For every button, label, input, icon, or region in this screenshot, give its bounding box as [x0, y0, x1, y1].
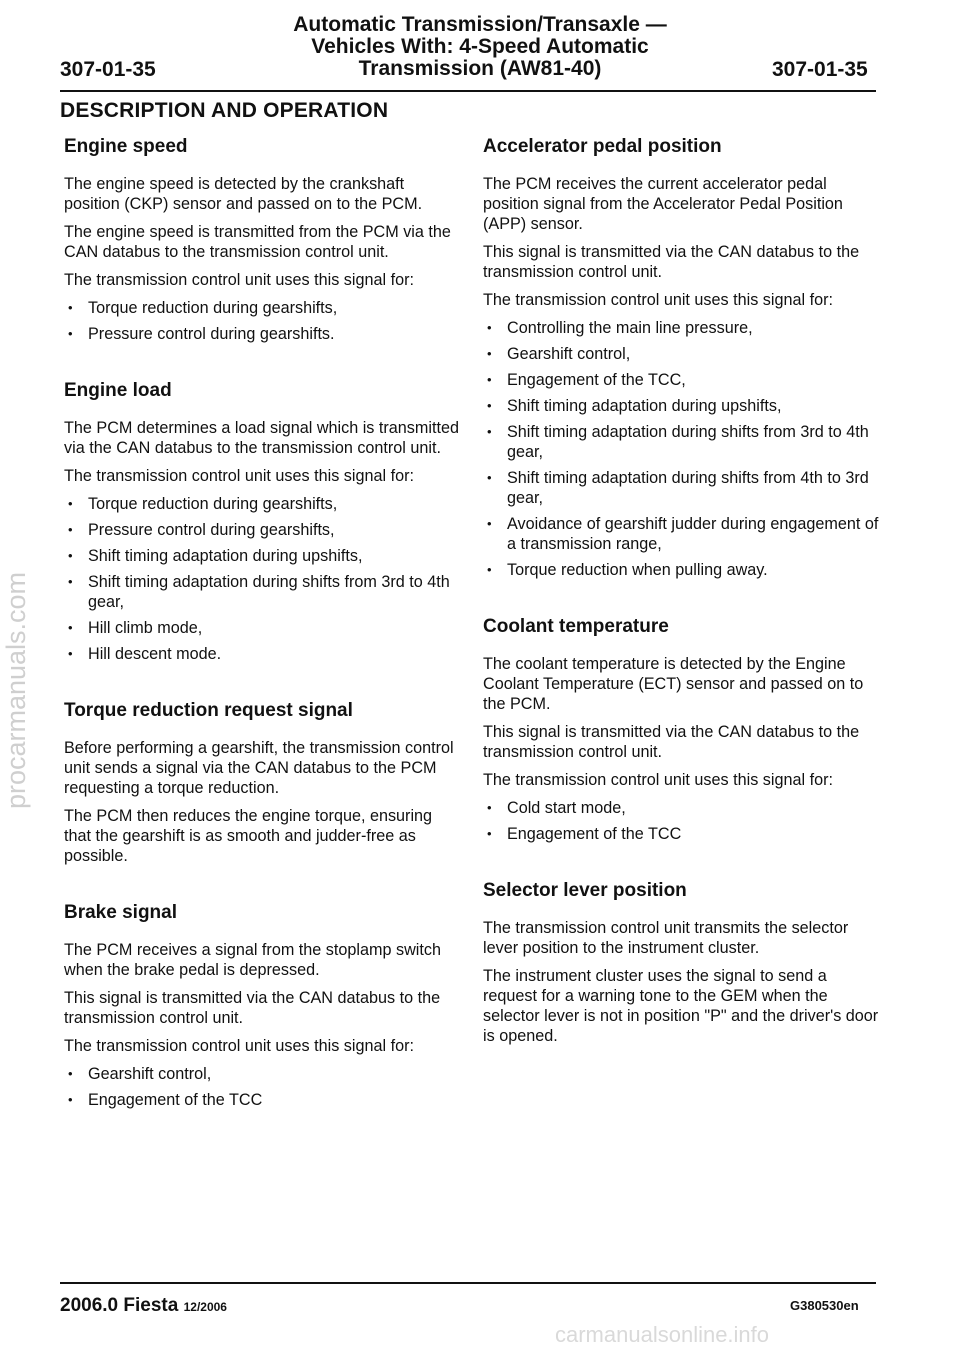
footer-model: 2006.0 Fiesta [60, 1295, 179, 1316]
paragraph: The transmission control unit uses this signal for: [483, 771, 833, 789]
section-selector-lever-position [483, 878, 879, 1046]
list-item: • Torque reduction during gearshifts, [64, 494, 460, 514]
section-torque-reduction-request-signal [64, 698, 460, 866]
list-item: • Gearshift control, [64, 1064, 460, 1084]
paragraph: The engine speed is transmitted from the PCM via the CAN databus to the transmission control unit. [64, 223, 451, 261]
document-header-title [200, 14, 760, 80]
bullet-list [64, 494, 460, 664]
page-code-right: 307-01-35 [772, 58, 868, 81]
paragraph: The transmission control unit uses this signal for: [64, 1037, 414, 1055]
header-title-line-2: Vehicles With: 4-Speed Automatic [311, 35, 649, 58]
footer-model-info [60, 1295, 227, 1317]
paragraph: This signal is transmitted via the CAN databus to the transmission control unit. [483, 243, 860, 281]
list-item: • Shift timing adaptation during shifts from 4th to 3rd gear, [483, 468, 879, 508]
bullet-list [64, 1064, 460, 1110]
list-item: • Controlling the main line pressure, [483, 318, 879, 338]
paragraph: The PCM receives the current accelerator pedal position signal from the Accelerator Pedal Position (APP) sensor. [483, 175, 843, 233]
paragraph: This signal is transmitted via the CAN databus to the transmission control unit. [64, 989, 441, 1027]
paragraph: The transmission control unit uses this signal for: [483, 291, 833, 309]
left-column [64, 134, 460, 1144]
side-watermark-text: procarmanuals.com [1, 571, 32, 809]
section-heading: Engine load [64, 380, 172, 401]
paragraph: The PCM then reduces the engine torque, ensuring that the gearshift is as smooth and judder-free as possible. [64, 807, 433, 865]
section-brake-signal [64, 900, 460, 1110]
list-item: • Engagement of the TCC [483, 824, 879, 844]
paragraph: The PCM receives a signal from the stoplamp switch when the brake pedal is depressed. [64, 941, 441, 979]
bullet-list [483, 798, 879, 844]
section-title: DESCRIPTION AND OPERATION [60, 99, 389, 122]
section-heading: Engine speed [64, 136, 188, 157]
header-divider [60, 90, 876, 92]
bullet-list [483, 318, 879, 580]
section-accelerator-pedal-position [483, 134, 879, 580]
footer-date: 12/2006 [183, 1300, 227, 1314]
section-heading: Torque reduction request signal [64, 700, 353, 721]
list-item: • Shift timing adaptation during upshifts, [64, 546, 460, 566]
right-column [483, 134, 879, 1080]
paragraph: Before performing a gearshift, the transmission control unit sends a signal via the CAN databus to the PCM requesting a torque reduction. [64, 739, 454, 797]
section-engine-load [64, 378, 460, 664]
list-item: • Pressure control during gearshifts. [64, 324, 460, 344]
section-heading: Brake signal [64, 902, 177, 923]
paragraph: The engine speed is detected by the crankshaft position (CKP) sensor and passed on to the PCM. [64, 175, 423, 213]
list-item: • Hill climb mode, [64, 618, 460, 638]
section-heading: Selector lever position [483, 880, 687, 901]
footer-divider [60, 1282, 876, 1284]
list-item: • Avoidance of gearshift judder during engagement of a transmission range, [483, 514, 879, 554]
bottom-watermark: carmanualsonline.info [555, 1322, 770, 1347]
list-item: • Cold start mode, [483, 798, 879, 818]
paragraph: This signal is transmitted via the CAN databus to the transmission control unit. [483, 723, 860, 761]
header-title-line-1: Automatic Transmission/Transaxle — [293, 13, 667, 36]
paragraph: The PCM determines a load signal which is transmitted via the CAN databus to the transmission control unit. [64, 419, 459, 457]
list-item: • Shift timing adaptation during shifts from 3rd to 4th gear, [64, 572, 460, 612]
bullet-list [64, 298, 460, 344]
header-title-line-3: Transmission (AW81-40) [358, 57, 602, 80]
paragraph: The transmission control unit transmits the selector lever position to the instrument cluster. [483, 919, 849, 957]
section-heading: Accelerator pedal position [483, 136, 722, 157]
list-item: • Torque reduction when pulling away. [483, 560, 879, 580]
side-watermark [0, 560, 34, 820]
page-code-left: 307-01-35 [60, 58, 156, 81]
list-item: • Torque reduction during gearshifts, [64, 298, 460, 318]
paragraph: The transmission control unit uses this signal for: [64, 467, 414, 485]
list-item: • Shift timing adaptation during upshifts, [483, 396, 879, 416]
footer-doc-code: G380530en [790, 1298, 859, 1313]
section-coolant-temperature [483, 614, 879, 844]
section-engine-speed [64, 134, 460, 344]
list-item: • Engagement of the TCC [64, 1090, 460, 1110]
section-heading: Coolant temperature [483, 616, 669, 637]
paragraph: The transmission control unit uses this signal for: [64, 271, 414, 289]
list-item: • Engagement of the TCC, [483, 370, 879, 390]
list-item: • Shift timing adaptation during shifts from 3rd to 4th gear, [483, 422, 879, 462]
list-item: • Gearshift control, [483, 344, 879, 364]
paragraph: The instrument cluster uses the signal to send a request for a warning tone to the GEM when the selector lever is not in position "P" and the driver's door is opened. [483, 967, 879, 1045]
list-item: • Hill descent mode. [64, 644, 460, 664]
paragraph: The coolant temperature is detected by the Engine Coolant Temperature (ECT) sensor and passed on to the PCM. [483, 655, 864, 713]
list-item: • Pressure control during gearshifts, [64, 520, 460, 540]
